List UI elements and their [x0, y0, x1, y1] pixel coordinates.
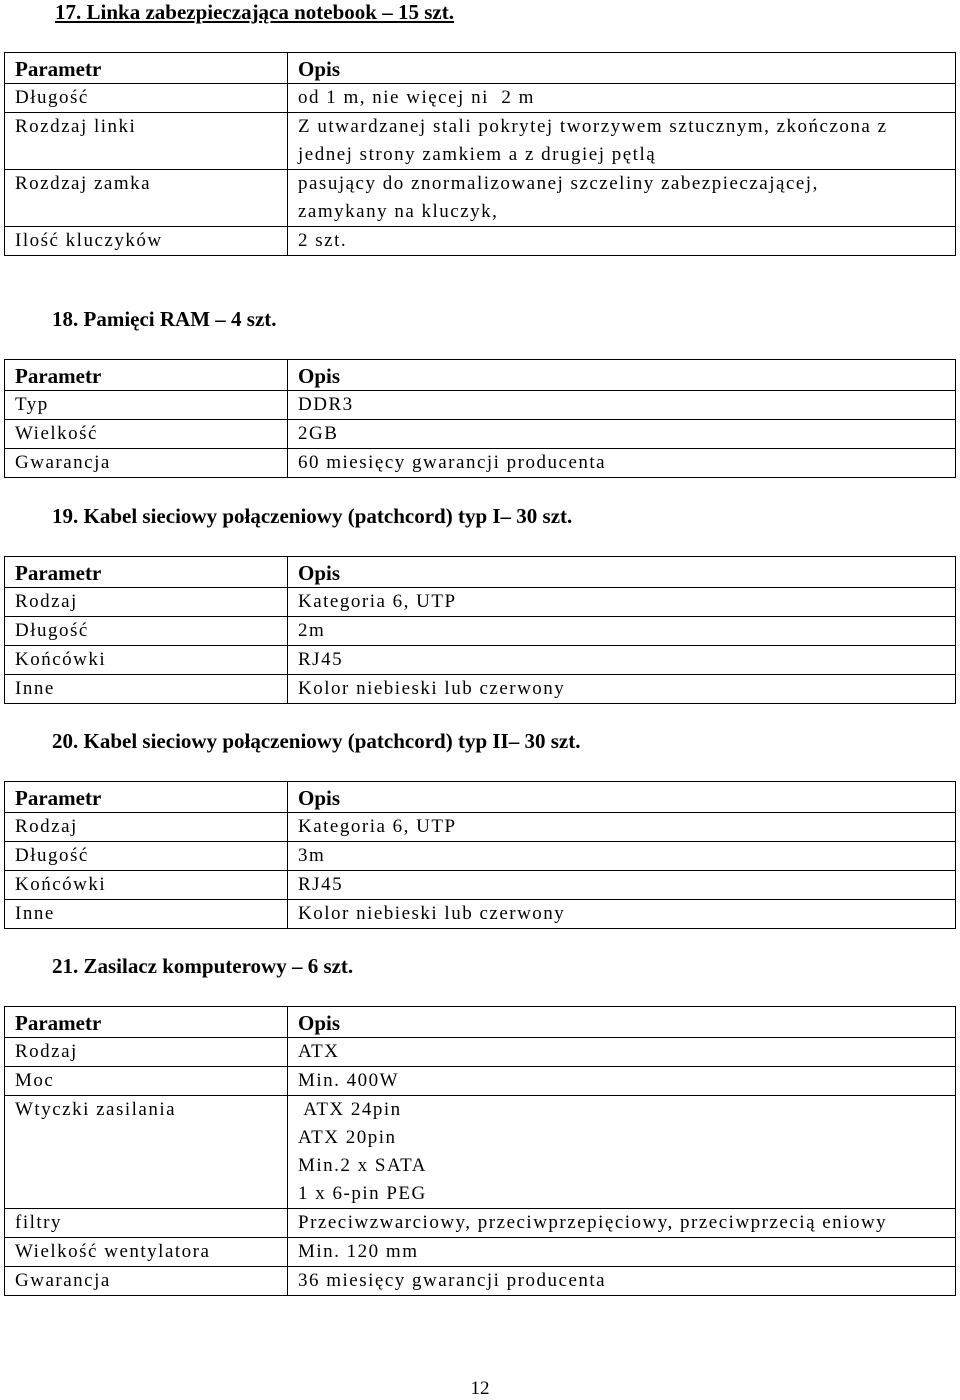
table-row [5, 113, 956, 170]
desc-cell: 2m [288, 617, 956, 646]
table-row [5, 1038, 956, 1067]
section-title-19 [52, 504, 572, 528]
desc-cell: od 1 m, nie więcej ni 2 m [288, 84, 956, 113]
section-title-21 [52, 954, 353, 978]
section-title-text: 20. Kabel sieciowy połączeniowy (patchcord) typ II– 30 szt. [52, 729, 581, 753]
header-param: Parametr [5, 557, 288, 588]
spec-table-21 [4, 1006, 956, 1296]
param-cell: Rodzaj [5, 588, 288, 617]
table-header-row [5, 360, 956, 391]
table-header-row [5, 557, 956, 588]
section-title-20 [52, 729, 580, 753]
desc-cell: 2 szt. [288, 227, 956, 256]
header-param: Parametr [5, 360, 288, 391]
page-number: 12 [470, 1378, 490, 1399]
header-desc: Opis [288, 782, 956, 813]
desc-cell: Kategoria 6, UTP [288, 588, 956, 617]
table-row [5, 449, 956, 478]
header-param: Parametr [5, 53, 288, 84]
desc-cell: Kolor niebieski lub czerwony [288, 900, 956, 929]
param-cell: Inne [5, 675, 288, 704]
section-title-text: 19. Kabel sieciowy połączeniowy (patchcord) typ I– 30 szt. [52, 504, 573, 528]
table-header-row [5, 53, 956, 84]
desc-cell: 36 miesięcy gwarancji producenta [288, 1267, 956, 1296]
table-header-row [5, 782, 956, 813]
table-row [5, 1267, 956, 1296]
table-row [5, 813, 956, 842]
section-title-17 [55, 0, 454, 24]
param-cell: Długość [5, 842, 288, 871]
spec-table-18 [4, 359, 956, 478]
spec-table-20 [4, 781, 956, 929]
desc-cell: Min. 400W [288, 1067, 956, 1096]
spec-table-19 [4, 556, 956, 704]
header-param: Parametr [5, 782, 288, 813]
param-cell: Rozdzaj linki [5, 113, 288, 170]
desc-cell: Przeciwzwarciowy, przeciwprzepięciowy, przeciwprzecią eniowy [288, 1209, 956, 1238]
param-cell: Wielkość wentylatora [5, 1238, 288, 1267]
table-row [5, 170, 956, 227]
desc-cell: ATX 24pin ATX 20pin Min.2 x SATA 1 x 6-pin PEG [288, 1096, 956, 1209]
desc-cell: 2GB [288, 420, 956, 449]
section-title-text: 18. Pamięci RAM – 4 szt. [52, 307, 277, 331]
desc-cell: Kategoria 6, UTP [288, 813, 956, 842]
header-desc: Opis [288, 360, 956, 391]
desc-cell: RJ45 [288, 646, 956, 675]
table-row [5, 1096, 956, 1209]
param-cell: Końcówki [5, 871, 288, 900]
header-desc: Opis [288, 1007, 956, 1038]
table-row [5, 1209, 956, 1238]
table-row [5, 646, 956, 675]
table-row [5, 420, 956, 449]
param-cell: Ilość kluczyków [5, 227, 288, 256]
desc-cell: Z utwardzanej stali pokrytej tworzywem sztucznym, zkończona z jednej strony zamkiem a z drugiej pętlą [288, 113, 956, 170]
section-title-text: 17. Linka zabezpieczająca notebook – 15 szt. [55, 0, 454, 24]
table-row [5, 1067, 956, 1096]
table-row [5, 900, 956, 929]
param-cell: Moc [5, 1067, 288, 1096]
table-row [5, 1238, 956, 1267]
table-row [5, 675, 956, 704]
desc-cell: RJ45 [288, 871, 956, 900]
table-row [5, 84, 956, 113]
param-cell: Rodzaj [5, 1038, 288, 1067]
desc-cell: 3m [288, 842, 956, 871]
param-cell: Gwarancja [5, 449, 288, 478]
table-row [5, 227, 956, 256]
desc-cell: Kolor niebieski lub czerwony [288, 675, 956, 704]
param-cell: Inne [5, 900, 288, 929]
param-cell: Długość [5, 617, 288, 646]
table-header-row [5, 1007, 956, 1038]
table-row [5, 588, 956, 617]
param-cell: filtry [5, 1209, 288, 1238]
table-row [5, 391, 956, 420]
table-row [5, 842, 956, 871]
param-cell: Długość [5, 84, 288, 113]
desc-cell: ATX [288, 1038, 956, 1067]
param-cell: Rozdzaj zamka [5, 170, 288, 227]
header-desc: Opis [288, 557, 956, 588]
param-cell: Wielkość [5, 420, 288, 449]
section-title-18 [52, 307, 277, 331]
header-desc: Opis [288, 53, 956, 84]
param-cell: Rodzaj [5, 813, 288, 842]
section-title-text: 21. Zasilacz komputerowy – 6 szt. [52, 954, 354, 978]
table-row [5, 871, 956, 900]
param-cell: Końcówki [5, 646, 288, 675]
param-cell: Gwarancja [5, 1267, 288, 1296]
param-cell: Typ [5, 391, 288, 420]
desc-cell: Min. 120 mm [288, 1238, 956, 1267]
table-row [5, 617, 956, 646]
desc-cell: pasujący do znormalizowanej szczeliny zabezpieczającej, zamykany na kluczyk, [288, 170, 956, 227]
desc-cell: DDR3 [288, 391, 956, 420]
spec-table-17 [4, 52, 956, 256]
param-cell: Wtyczki zasilania [5, 1096, 288, 1209]
desc-cell: 60 miesięcy gwarancji producenta [288, 449, 956, 478]
header-param: Parametr [5, 1007, 288, 1038]
